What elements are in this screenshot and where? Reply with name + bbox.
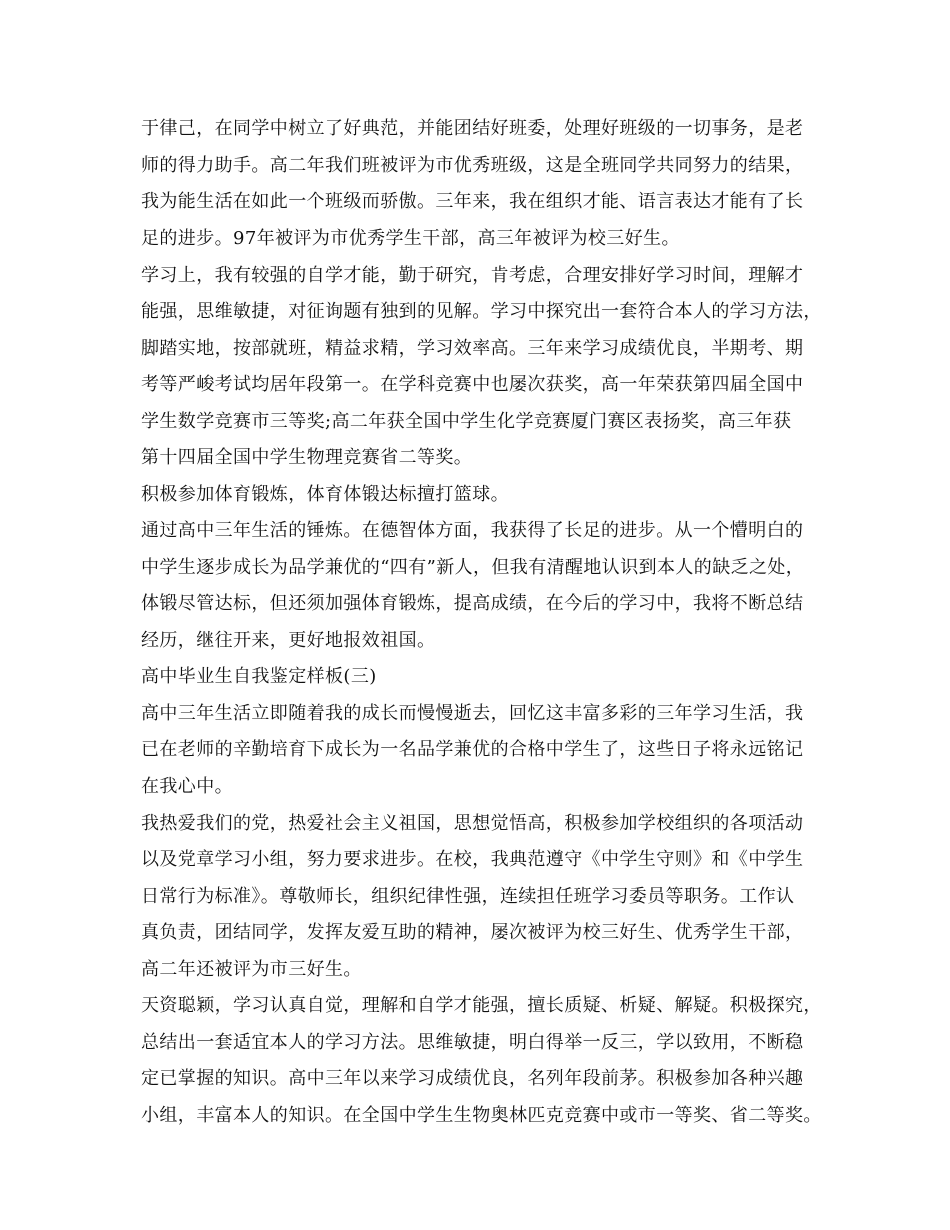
text-line: 天资聪颖，学习认真自觉，理解和自学才能强，擅长质疑、析疑、解疑。积极探究， bbox=[141, 995, 822, 1016]
text-line: 能强，思维敏捷，对征询题有独到的见解。学习中探究出一套符合本人的学习方法， bbox=[141, 301, 822, 322]
section-heading: 高中毕业生自我鉴定样板(三) bbox=[141, 666, 377, 687]
text-line: 脚踏实地，按部就班，精益求精，学习效率高。三年来学习成绩优良，半期考、期 bbox=[141, 338, 804, 359]
text-line: 我热爱我们的党，热爱社会主义祖国，思想觉悟高，积极参加学校组织的各项活动 bbox=[141, 813, 804, 834]
text-line: 学习上，我有较强的自学才能，勤于研究，肯考虑，合理安排好学习时间，理解才 bbox=[141, 265, 804, 286]
text-line: 第十四届全国中学生物理竞赛省二等奖。 bbox=[141, 447, 473, 468]
text-line: 足的进步。97年被评为市优秀学生干部，高三年被评为校三好生。 bbox=[141, 228, 680, 249]
text-line: 高中三年生活立即随着我的成长而慢慢逝去，回忆这丰富多彩的三年学习生活，我 bbox=[141, 703, 804, 724]
text-line: 师的得力助手。高二年我们班被评为市优秀班级，这是全班同学共同努力的结果， bbox=[141, 155, 804, 176]
text-line: 小组，丰富本人的知识。在全国中学生生物奥林匹克竞赛中或市一等奖、省二等奖。 bbox=[141, 1105, 822, 1126]
text-line: 高二年还被评为市三好生。 bbox=[141, 959, 362, 980]
text-line: 考等严峻考试均居年段第一。在学科竞赛中也屡次获奖，高一年荣获第四届全国中 bbox=[141, 374, 804, 395]
text-line: 通过高中三年生活的锤炼。在德智体方面，我获得了长足的进步。从一个懵明白的 bbox=[141, 520, 804, 541]
text-line: 在我心中。 bbox=[141, 776, 233, 797]
text-line: 日常行为标准》。尊敬师长，组织纪律性强，连续担任班学习委员等职务。工作认 bbox=[141, 886, 795, 907]
text-line: 我为能生活在如此一个班级而骄傲。三年来，我在组织才能、语言表达才能有了长 bbox=[141, 191, 804, 212]
text-line: 经历，继往开来，更好地报效祖国。 bbox=[141, 630, 436, 651]
text-line: 积极参加体育锻炼，体育体锻达标擅打篮球。 bbox=[141, 484, 509, 505]
text-line: 体锻尽管达标，但还须加强体育锻炼，提高成绩，在今后的学习中，我将不断总结 bbox=[141, 593, 804, 614]
text-line: 学生数学竞赛市三等奖;高二年获全国中学生化学竞赛厦门赛区表扬奖，高三年获 bbox=[141, 411, 792, 432]
text-line: 已在老师的辛勤培育下成长为一名品学兼优的合格中学生了，这些日子将永远铭记 bbox=[141, 739, 804, 760]
text-line: 总结出一套适宜本人的学习方法。思维敏捷，明白得举一反三，学以致用，不断稳 bbox=[141, 1032, 804, 1053]
text-line: 于律己，在同学中树立了好典范，并能团结好班委，处理好班级的一切事务，是老 bbox=[141, 118, 804, 139]
text-line: 真负责，团结同学，发挥友爱互助的精神，屡次被评为校三好生、优秀学生干部， bbox=[141, 922, 804, 943]
text-line: 定已掌握的知识。高中三年以来学习成绩优良，名列年段前茅。积极参加各种兴趣 bbox=[141, 1068, 804, 1089]
text-line: 以及党章学习小组，努力要求进步。在校，我典范遵守《中学生守则》和《中学生 bbox=[141, 849, 804, 870]
text-line: 中学生逐步成长为品学兼优的“四有”新人，但我有清醒地认识到本人的缺乏之处， bbox=[141, 557, 805, 578]
